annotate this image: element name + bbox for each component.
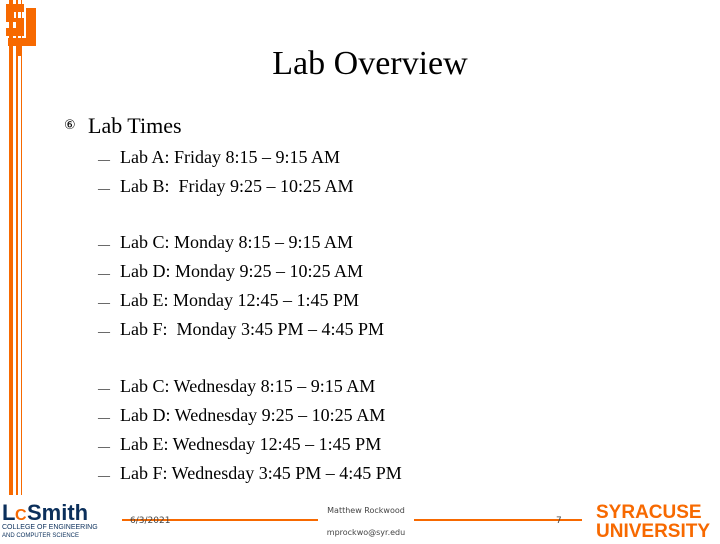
svg-text:COLLEGE OF ENGINEERING: COLLEGE OF ENGINEERING [2,524,98,531]
bullet-item [64,112,182,140]
sub-bullet-text: Lab C: Monday 8:15 – 9:15 AM [120,232,353,252]
svg-text:C: C [15,507,27,524]
dash-bullet-icon: — [98,438,110,453]
logo-line1: SYRACUSE [596,502,702,523]
dash-bullet-icon: — [98,467,110,482]
accent-bar [16,0,18,495]
dash-bullet-icon: — [98,409,110,424]
dash-bullet-icon: — [98,236,110,251]
dash-bullet-icon: — [98,151,110,166]
dash-bullet-icon: — [98,265,110,280]
sub-bullet-item [98,289,359,313]
sub-bullet-text: Lab F: Wednesday 3:45 PM – 4:45 PM [120,463,402,483]
author-email: mprockwo@syr.edu [326,528,406,537]
sub-bullet-item [98,175,354,199]
footer-author [314,500,418,544]
sub-bullet-text: Lab D: Wednesday 9:25 – 10:25 AM [120,405,386,425]
sub-bullet-item [98,404,385,428]
sub-bullet-item [98,231,353,255]
sub-bullet-item [98,260,363,284]
orange-circle-bullet-icon: ⑥ [64,118,76,133]
sub-bullet-text: Lab B: Friday 9:25 – 10:25 AM [120,176,354,196]
slide-title: Lab Overview [272,45,468,82]
sub-bullet-text: Lab E: Wednesday 12:45 – 1:45 PM [120,434,382,454]
syracuse-university-logo [592,500,718,540]
sub-bullet-text: Lab E: Monday 12:45 – 1:45 PM [120,290,359,310]
su-block-logo-icon [2,2,42,58]
dash-bullet-icon: — [98,294,110,309]
sub-bullet-item [98,433,381,457]
sub-bullet-item [98,462,402,486]
sub-bullet-item [98,318,384,342]
footer-date: 6/3/2021 [130,516,171,526]
accent-bar [9,0,13,495]
logo-line2: UNIVERSITY [596,521,711,540]
sub-bullet-text: Lab F: Monday 3:45 PM – 4:45 PM [120,319,385,339]
sub-bullet-item [98,375,375,399]
dash-bullet-icon: — [98,180,110,195]
sub-bullet-text: Lab A: Friday 8:15 – 9:15 AM [120,147,340,167]
author-name: Matthew Rockwood [327,506,405,515]
bullet-text: Lab Times [88,113,182,138]
lc-smith-logo [0,496,112,540]
svg-text:L: L [2,500,16,525]
page-number: 7 [556,516,562,526]
dash-bullet-icon: — [98,323,110,338]
sub-bullet-text: Lab C: Wednesday 8:15 – 9:15 AM [120,376,376,396]
sub-bullet-item [98,146,340,170]
accent-bar [21,0,22,495]
svg-text:AND COMPUTER SCIENCE: AND COMPUTER SCIENCE [2,533,80,539]
dash-bullet-icon: — [98,380,110,395]
sub-bullet-text: Lab D: Monday 9:25 – 10:25 AM [120,261,363,281]
lcs-main-text: Smith [27,500,89,525]
